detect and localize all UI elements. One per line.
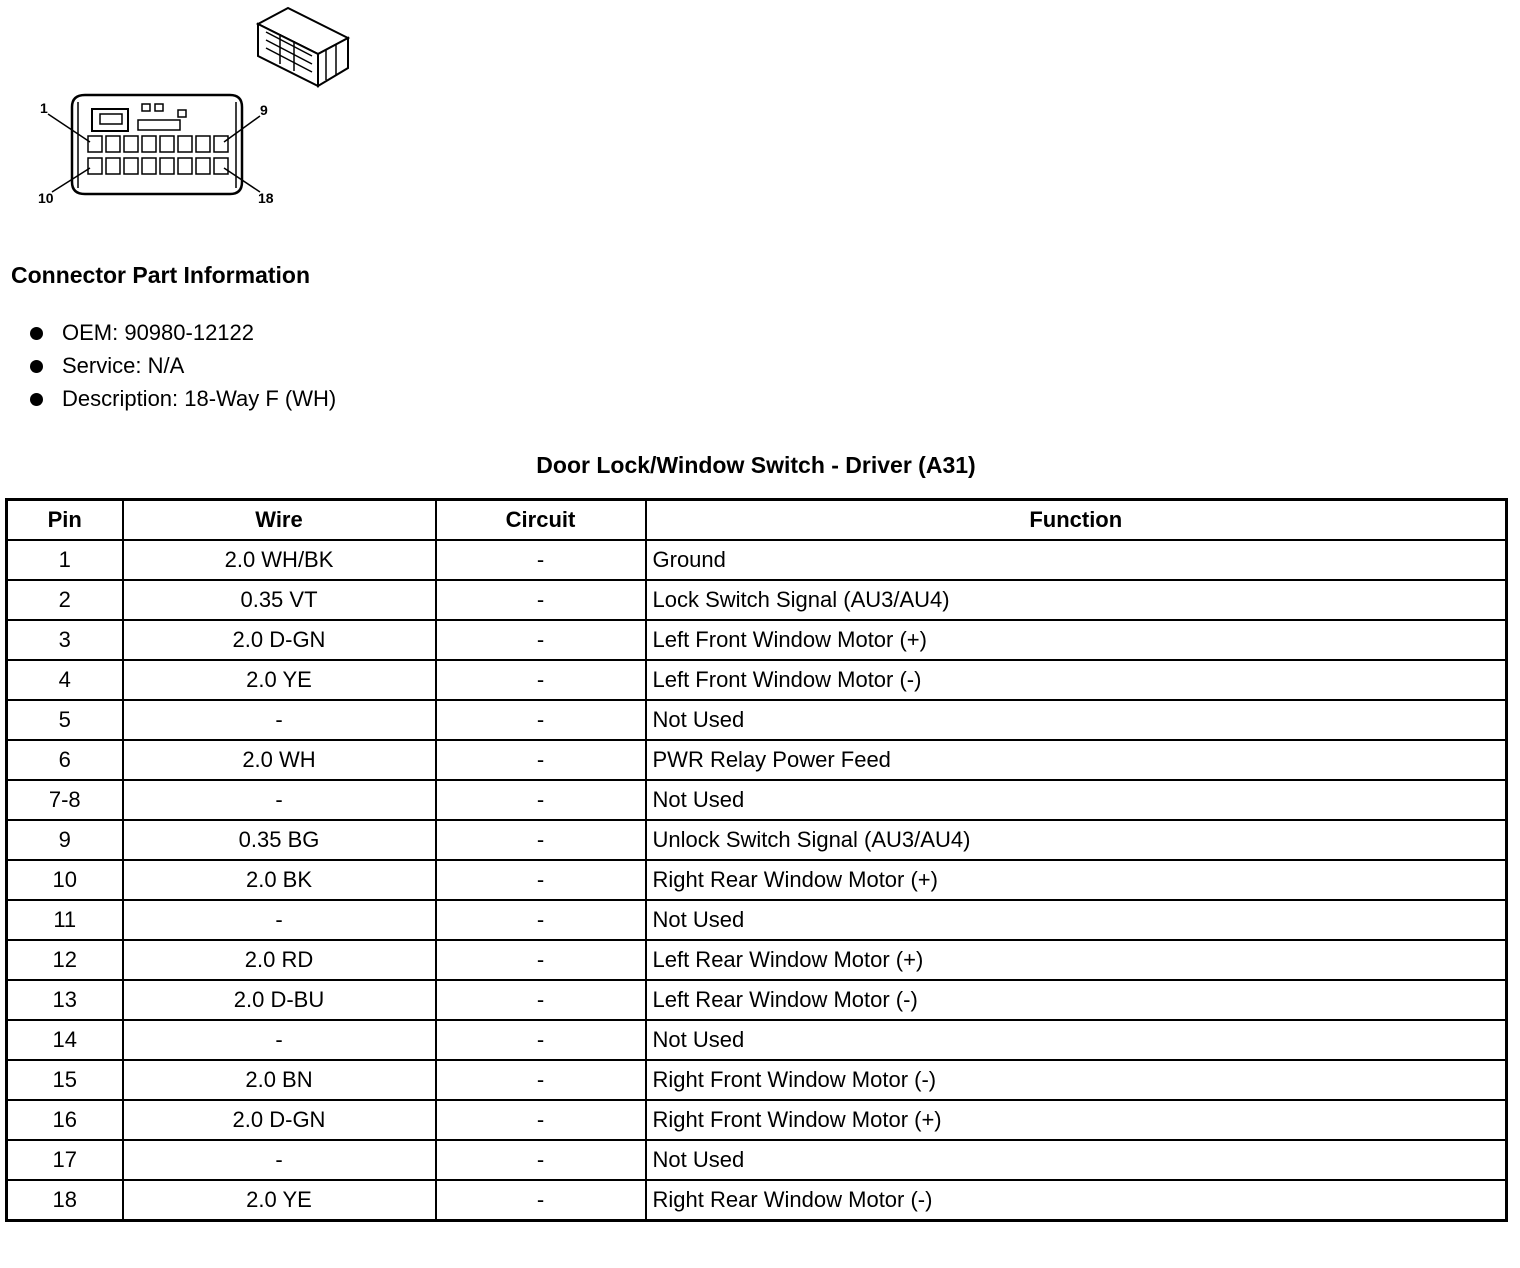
table-row — [7, 860, 1507, 900]
cell-function: PWR Relay Power Feed — [646, 740, 1507, 780]
table-row — [7, 1060, 1507, 1100]
table-row — [7, 660, 1507, 700]
header-wire: Wire — [123, 500, 436, 541]
cell-circuit: - — [436, 860, 646, 900]
cell-pin: 18 — [7, 1180, 123, 1221]
header-circuit: Circuit — [436, 500, 646, 541]
table-title: Door Lock/Window Switch - Driver (A31) — [536, 452, 976, 478]
cell-wire: 2.0 D-GN — [123, 1100, 436, 1140]
cell-circuit: - — [436, 780, 646, 820]
cell-wire: 2.0 WH/BK — [123, 540, 436, 580]
cell-wire: 2.0 D-GN — [123, 620, 436, 660]
pin-label-1: 1 — [40, 100, 48, 116]
cell-circuit: - — [436, 940, 646, 980]
table-row — [7, 540, 1507, 580]
cell-function: Not Used — [646, 900, 1507, 940]
cell-circuit: - — [436, 1020, 646, 1060]
cell-pin: 5 — [7, 700, 123, 740]
bullet-icon — [30, 393, 43, 406]
cell-circuit: - — [436, 1180, 646, 1221]
cell-wire: - — [123, 1020, 436, 1060]
table-body — [7, 540, 1507, 1221]
pin-label-10: 10 — [38, 190, 54, 206]
pin-label-9: 9 — [260, 102, 268, 118]
cell-pin: 12 — [7, 940, 123, 980]
cell-wire: 2.0 YE — [123, 1180, 436, 1221]
cell-wire: - — [123, 780, 436, 820]
cell-circuit: - — [436, 1060, 646, 1100]
connector-drawing — [30, 2, 360, 217]
table-row — [7, 1020, 1507, 1060]
cell-wire: 2.0 BK — [123, 860, 436, 900]
cell-pin: 1 — [7, 540, 123, 580]
bullet-icon — [30, 327, 43, 340]
table-row — [7, 980, 1507, 1020]
cell-function: Left Rear Window Motor (+) — [646, 940, 1507, 980]
cell-pin: 14 — [7, 1020, 123, 1060]
cell-wire: 2.0 YE — [123, 660, 436, 700]
table-row — [7, 620, 1507, 660]
cell-wire: - — [123, 700, 436, 740]
cell-function: Right Front Window Motor (-) — [646, 1060, 1507, 1100]
cell-wire: 2.0 D-BU — [123, 980, 436, 1020]
cell-function: Unlock Switch Signal (AU3/AU4) — [646, 820, 1507, 860]
cell-pin: 15 — [7, 1060, 123, 1100]
cell-function: Left Rear Window Motor (-) — [646, 980, 1507, 1020]
cell-circuit: - — [436, 700, 646, 740]
pin-label-18: 18 — [258, 190, 274, 206]
table-row — [7, 900, 1507, 940]
table-row — [7, 580, 1507, 620]
cell-function: Left Front Window Motor (-) — [646, 660, 1507, 700]
cell-function: Right Rear Window Motor (-) — [646, 1180, 1507, 1221]
table-header-row — [7, 500, 1507, 541]
cell-circuit: - — [436, 620, 646, 660]
cell-wire: 2.0 RD — [123, 940, 436, 980]
connector-diagram — [30, 2, 360, 217]
connector-3d-view — [258, 8, 348, 86]
table-row — [7, 780, 1507, 820]
table-row — [7, 740, 1507, 780]
cell-circuit: - — [436, 820, 646, 860]
connector-info-list — [30, 316, 336, 415]
cell-wire: - — [123, 1140, 436, 1180]
cell-circuit: - — [436, 900, 646, 940]
header-function: Function — [646, 500, 1507, 541]
table-row — [7, 1100, 1507, 1140]
table-row — [7, 1140, 1507, 1180]
cell-function: Lock Switch Signal (AU3/AU4) — [646, 580, 1507, 620]
cell-function: Right Front Window Motor (+) — [646, 1100, 1507, 1140]
cell-wire: 2.0 WH — [123, 740, 436, 780]
connector-info-heading: Connector Part Information — [11, 262, 311, 288]
list-item-description — [30, 382, 336, 415]
cell-wire: 0.35 VT — [123, 580, 436, 620]
cell-circuit: - — [436, 1140, 646, 1180]
cell-wire: 2.0 BN — [123, 1060, 436, 1100]
table-row — [7, 1180, 1507, 1221]
header-pin: Pin — [7, 500, 123, 541]
table-row — [7, 820, 1507, 860]
cell-function: Not Used — [646, 700, 1507, 740]
cell-function: Left Front Window Motor (+) — [646, 620, 1507, 660]
cell-pin: 11 — [7, 900, 123, 940]
service-text: Service: N/A — [62, 353, 185, 378]
cell-circuit: - — [436, 980, 646, 1020]
cell-pin: 7-8 — [7, 780, 123, 820]
cell-pin: 2 — [7, 580, 123, 620]
cell-circuit: - — [436, 580, 646, 620]
cell-pin: 13 — [7, 980, 123, 1020]
cell-pin: 10 — [7, 860, 123, 900]
cell-pin: 6 — [7, 740, 123, 780]
cell-circuit: - — [436, 540, 646, 580]
cell-function: Ground — [646, 540, 1507, 580]
cell-wire: 0.35 BG — [123, 820, 436, 860]
cell-function: Not Used — [646, 780, 1507, 820]
list-item-oem — [30, 316, 336, 349]
oem-text: OEM: 90980-12122 — [62, 320, 255, 345]
cell-pin: 16 — [7, 1100, 123, 1140]
cell-circuit: - — [436, 1100, 646, 1140]
cell-pin: 17 — [7, 1140, 123, 1180]
description-text: Description: 18-Way F (WH) — [62, 386, 337, 411]
cell-circuit: - — [436, 660, 646, 700]
cell-pin: 3 — [7, 620, 123, 660]
table-row — [7, 940, 1507, 980]
bullet-icon — [30, 360, 43, 373]
cell-circuit: - — [436, 740, 646, 780]
cell-pin: 4 — [7, 660, 123, 700]
table-row — [7, 700, 1507, 740]
cell-wire: - — [123, 900, 436, 940]
list-item-service — [30, 349, 336, 382]
pinout-table — [5, 498, 1508, 1222]
cell-function: Right Rear Window Motor (+) — [646, 860, 1507, 900]
cell-function: Not Used — [646, 1140, 1507, 1180]
cell-pin: 9 — [7, 820, 123, 860]
cell-function: Not Used — [646, 1020, 1507, 1060]
